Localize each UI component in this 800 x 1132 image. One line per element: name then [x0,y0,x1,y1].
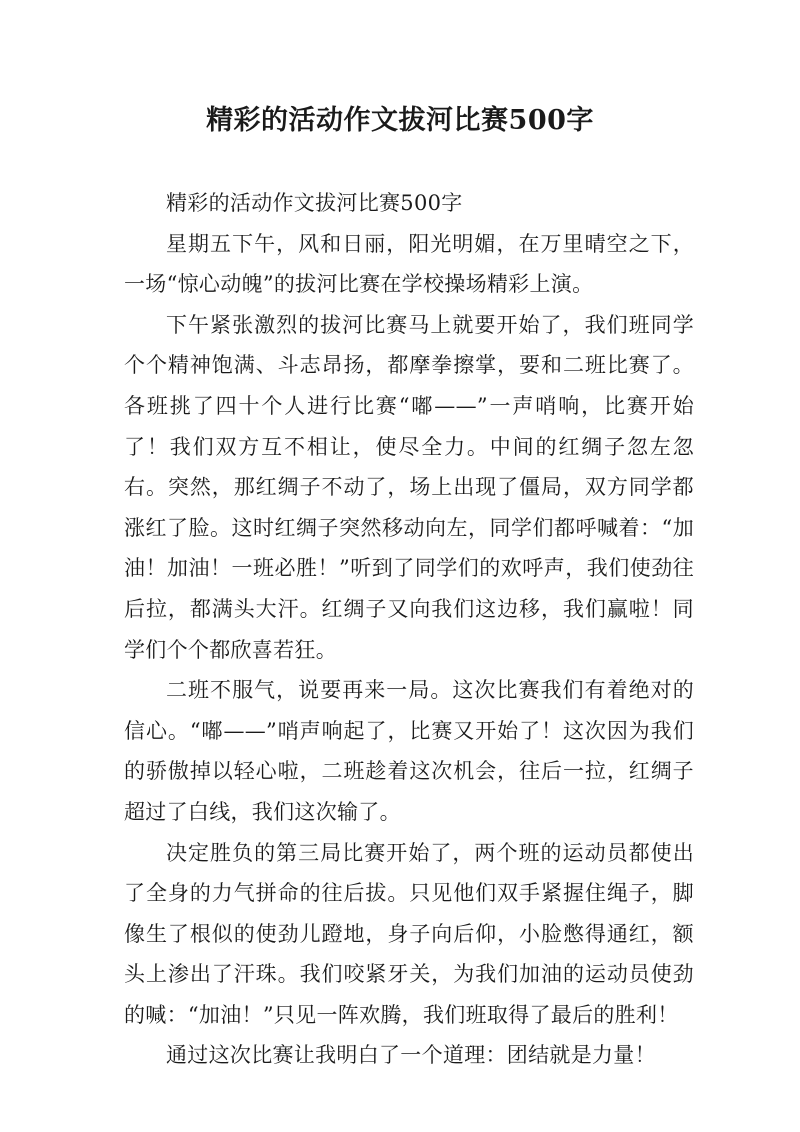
paragraph: 下午紧张激烈的拔河比赛马上就要开始了，我们班同学个个精神饱满、斗志昂扬，都摩拳擦掌，要和二班比赛了。各班挑了四十个人进行比赛“嘟——”一声哨响，比赛开始了！我们双方互不相让，使尽全力。中间的红绸子忽左忽右。突然，那红绸子不动了，场上出现了僵局，双方同学都涨红了脸。这时红绸子突然移动向左，同学们都呼喊着：“加油！加油！一班必胜！”听到了同学们的欢呼声，我们使劲往后拉，都满头大汗。红绸子又向我们这边移，我们赢啦！同学们个个都欣喜若狂。 [124,312,694,662]
document-title: 精彩的活动作文拔河比赛500字 [206,105,594,136]
document-body [124,183,694,1076]
paragraph: 星期五下午，风和日丽，阳光明媚，在万里晴空之下，一场“惊心动魄”的拔河比赛在学校操场精彩上演。 [124,231,694,297]
paragraph: 决定胜负的第三局比赛开始了，两个班的运动员都使出了全身的力气拼命的往后拔。只见他们双手紧握住绳子，脚像生了根似的使劲儿蹬地，身子向后仰，小脸憋得通红，额头上渗出了汗珠。我们咬紧牙关，为我们加油的运动员使劲的喊：“加油！”只见一阵欢腾，我们班取得了最后的胜利！ [124,840,694,1027]
paragraph: 二班不服气，说要再来一局。这次比赛我们有着绝对的信心。“嘟——”哨声响起了，比赛又开始了！这次因为我们的骄傲掉以轻心啦，二班趁着这次机会，往后一拉，红绸子超过了白线，我们这次输了。 [124,678,694,824]
paragraph-subtitle: 精彩的活动作文拔河比赛500字 [166,191,463,215]
paragraph: 通过这次比赛让我明白了一个道理：团结就是力量！ [166,1043,656,1068]
